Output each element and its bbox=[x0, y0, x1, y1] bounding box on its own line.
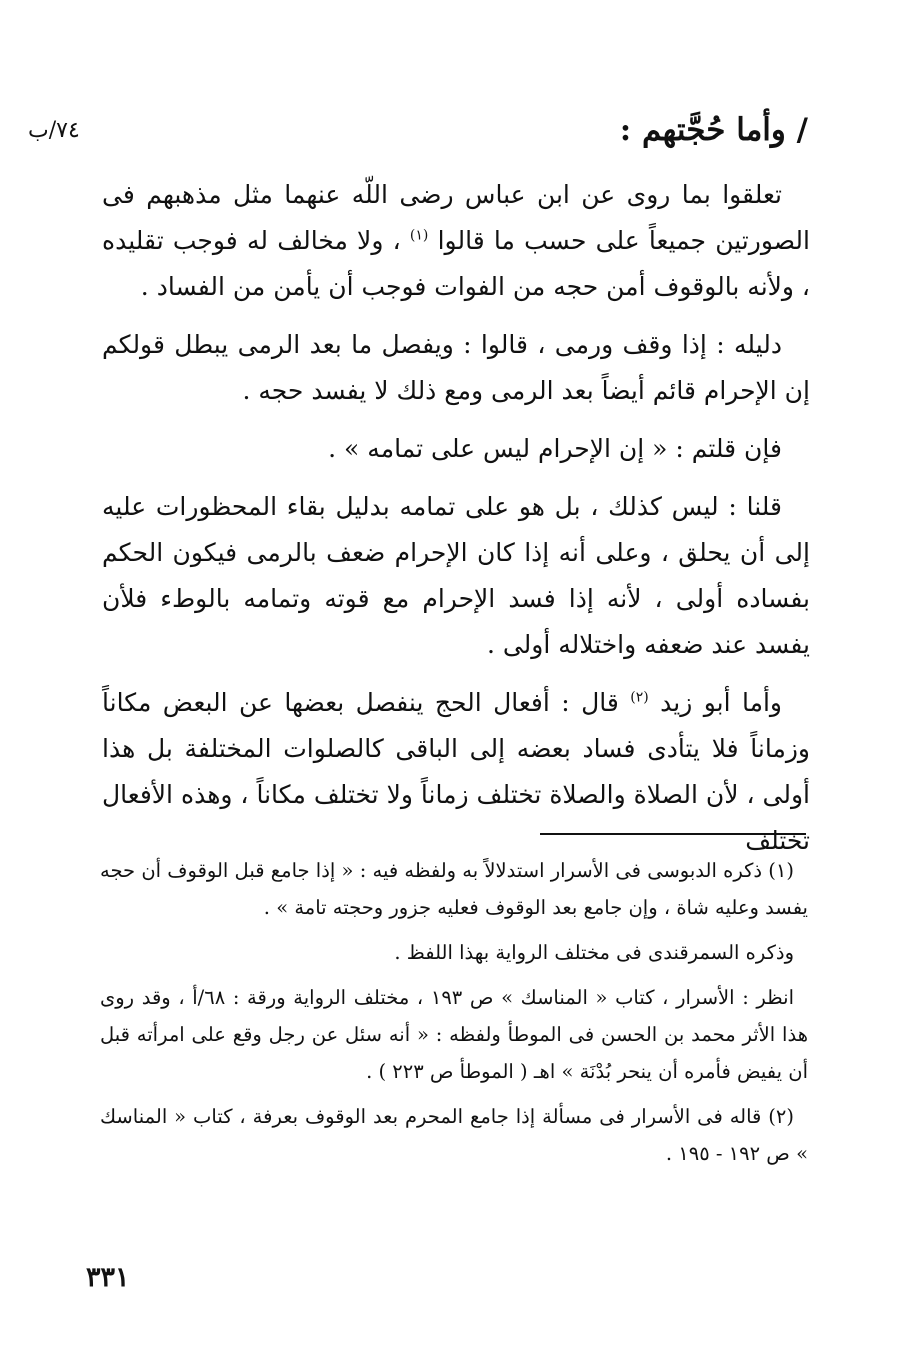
footnote-separator-line bbox=[540, 833, 806, 835]
paragraph-2: دليله : إذا وقف ورمى ، قالوا : ويفصل ما بعد الرمى يبطل قولكم إن الإحرام قائم أيضاً بعد الرمى ومع ذلك لا يفسد حجه . bbox=[102, 330, 810, 405]
paragraph-1 bbox=[102, 172, 810, 310]
paragraph-5-text-b: قال : أفعال الحج ينفصل بعضها عن البعض مكاناً وزماناً فلا يتأدى فساد بعضه إلى الباقى كالصلوات المختلفة بل هذا أولى ، لأن الصلاة والصلاة تختلف زماناً ولا تختلف مكاناً ، وهذه الأفعال تختلف bbox=[102, 688, 810, 855]
paragraph-4: قلنا : ليس كذلك ، بل هو على تمامه بدليل بقاء المحظورات عليه إلى أن يحلق ، وعلى أنه إذا كان الإحرام ضعف بالرمى فيكون الحكم بفساده أولى ، لأنه إذا فسد الإحرام مع قوته وتمامه بالوطء فلأن يفسد عند ضعفه واختلاله أولى . bbox=[102, 492, 810, 659]
paragraph-3: فإن قلتم : « إن الإحرام ليس على تمامه » . bbox=[328, 434, 782, 463]
footnote-1: (١) ذكره الدبوسى فى الأسرار استدلالاً به ولفظه فيه : « إذا جامع قبل الوقوف أن حجه يفسد وعليه شاة ، وإن جامع بعد الوقوف فعليه جزور وحجته تامة » . bbox=[100, 859, 808, 919]
paragraph-1-text-a: تعلقوا بما روى عن ابن عباس رضى اللّه عنهما مثل مذهبهم فى الصورتين جميعاً على حسب ما قالوا bbox=[102, 180, 810, 255]
footnote-ref-2: (٢) bbox=[630, 689, 649, 706]
footnotes-section bbox=[100, 852, 808, 1180]
footnote-ref-1: (١) bbox=[409, 227, 429, 244]
paragraph-5-text-a: وأما أبو زيد bbox=[648, 688, 782, 717]
footnote-1-continued: وذكره السمرقندى فى مختلف الرواية بهذا اللفظ . bbox=[394, 941, 794, 964]
main-body-text bbox=[102, 172, 810, 876]
section-heading: / وأما حُجَّتهم : bbox=[619, 112, 808, 148]
page-number: ٣٣١ bbox=[86, 1262, 130, 1293]
paragraph-5 bbox=[102, 680, 810, 864]
paragraph-1-text-b: ، ولا مخالف له فوجب تقليده ، ولأنه بالوقوف أمن حجه من الفوات فوجب أن يأمن من الفساد . bbox=[102, 226, 810, 301]
manuscript-folio-mark: ٧٤/ب bbox=[28, 118, 80, 143]
footnote-1-references: انظر : الأسرار ، كتاب « المناسك » ص ١٩٣ ، مختلف الرواية ورقة : ٦٨/أ ، وقد روى هذا الأثر محمد بن الحسن فى الموطأ ولفظه : « أنه سئل عن رجل وقع على امرأته قبل أن يفيض فأمره أن ينحر بُدْنَة » اهـ ( الموطأ ص ٢٢٣ ) . bbox=[100, 986, 808, 1083]
footnote-2: (٢) قاله فى الأسرار فى مسألة إذا جامع المحرم بعد الوقوف بعرفة ، كتاب « المناسك » ص ١٩٢ - ١٩٥ . bbox=[100, 1105, 808, 1165]
